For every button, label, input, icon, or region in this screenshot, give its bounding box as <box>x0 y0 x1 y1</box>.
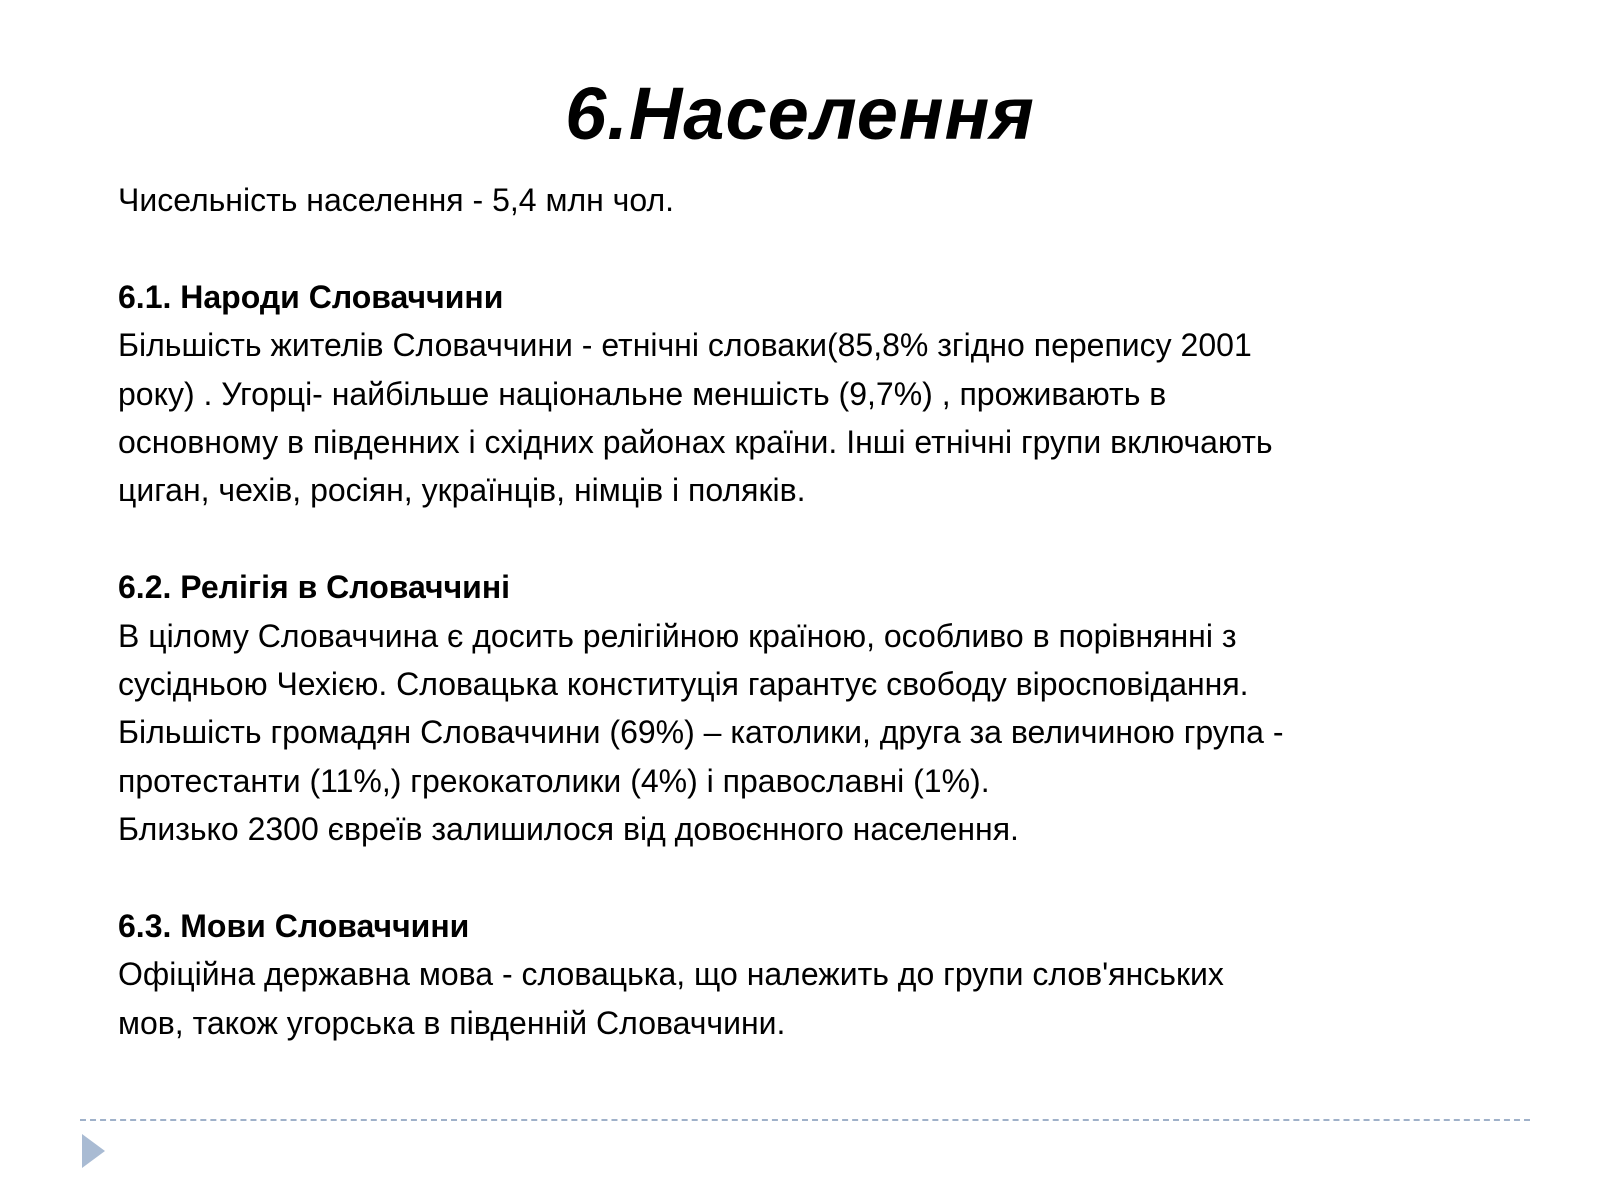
slide-title: 6.Населення <box>565 72 1035 155</box>
play-triangle-icon <box>82 1134 105 1168</box>
section-text-line: основному в південних і східних районах країни. Інші етнічні групи включають <box>118 424 1273 461</box>
section-text-line: циган, чехів, росіян, українців, німців і поляків. <box>118 472 806 509</box>
spacer <box>118 515 1488 563</box>
section-text-line: протестанти (11%,) грекокатолики (4%) і православні (1%). <box>118 762 990 799</box>
dashed-divider <box>80 1119 1530 1121</box>
section-text-line: Близько 2300 євреїв залишилося від довоєнного населення. <box>118 811 1019 848</box>
section-text-line: Більшість жителів Словаччини - етнічні словаки(85,8% згідно перепису 2001 <box>118 327 1252 364</box>
section-text-line: мов, також угорська в південній Словаччини. <box>118 1004 786 1041</box>
section-text-line: Офіційна державна мова - словацька, що належить до групи слов'янських <box>118 956 1224 993</box>
section-heading-peoples: 6.1. Народи Словаччини <box>118 278 504 315</box>
section-heading-religion: 6.2. Релігія в Словаччині <box>118 569 511 606</box>
slide-content <box>118 176 1488 1047</box>
section-heading-languages: 6.3. Мови Словаччини <box>118 908 470 945</box>
section-text-line: Більшість громадян Словаччини (69%) – католики, друга за величиною група - <box>118 714 1284 751</box>
section-text-line: В цілому Словаччина є досить релігійною країною, особливо в порівнянні з <box>118 617 1237 654</box>
spacer <box>118 854 1488 902</box>
section-text-line: сусідньою Чехією. Словацька конституція гарантує свободу віросповідання. <box>118 666 1249 703</box>
population-line: Чисельність населення - 5,4 млн чол. <box>118 182 674 218</box>
spacer <box>118 224 1488 272</box>
section-text-line: року) . Угорці- найбільше національне меншість (9,7%) , проживають в <box>118 375 1167 412</box>
